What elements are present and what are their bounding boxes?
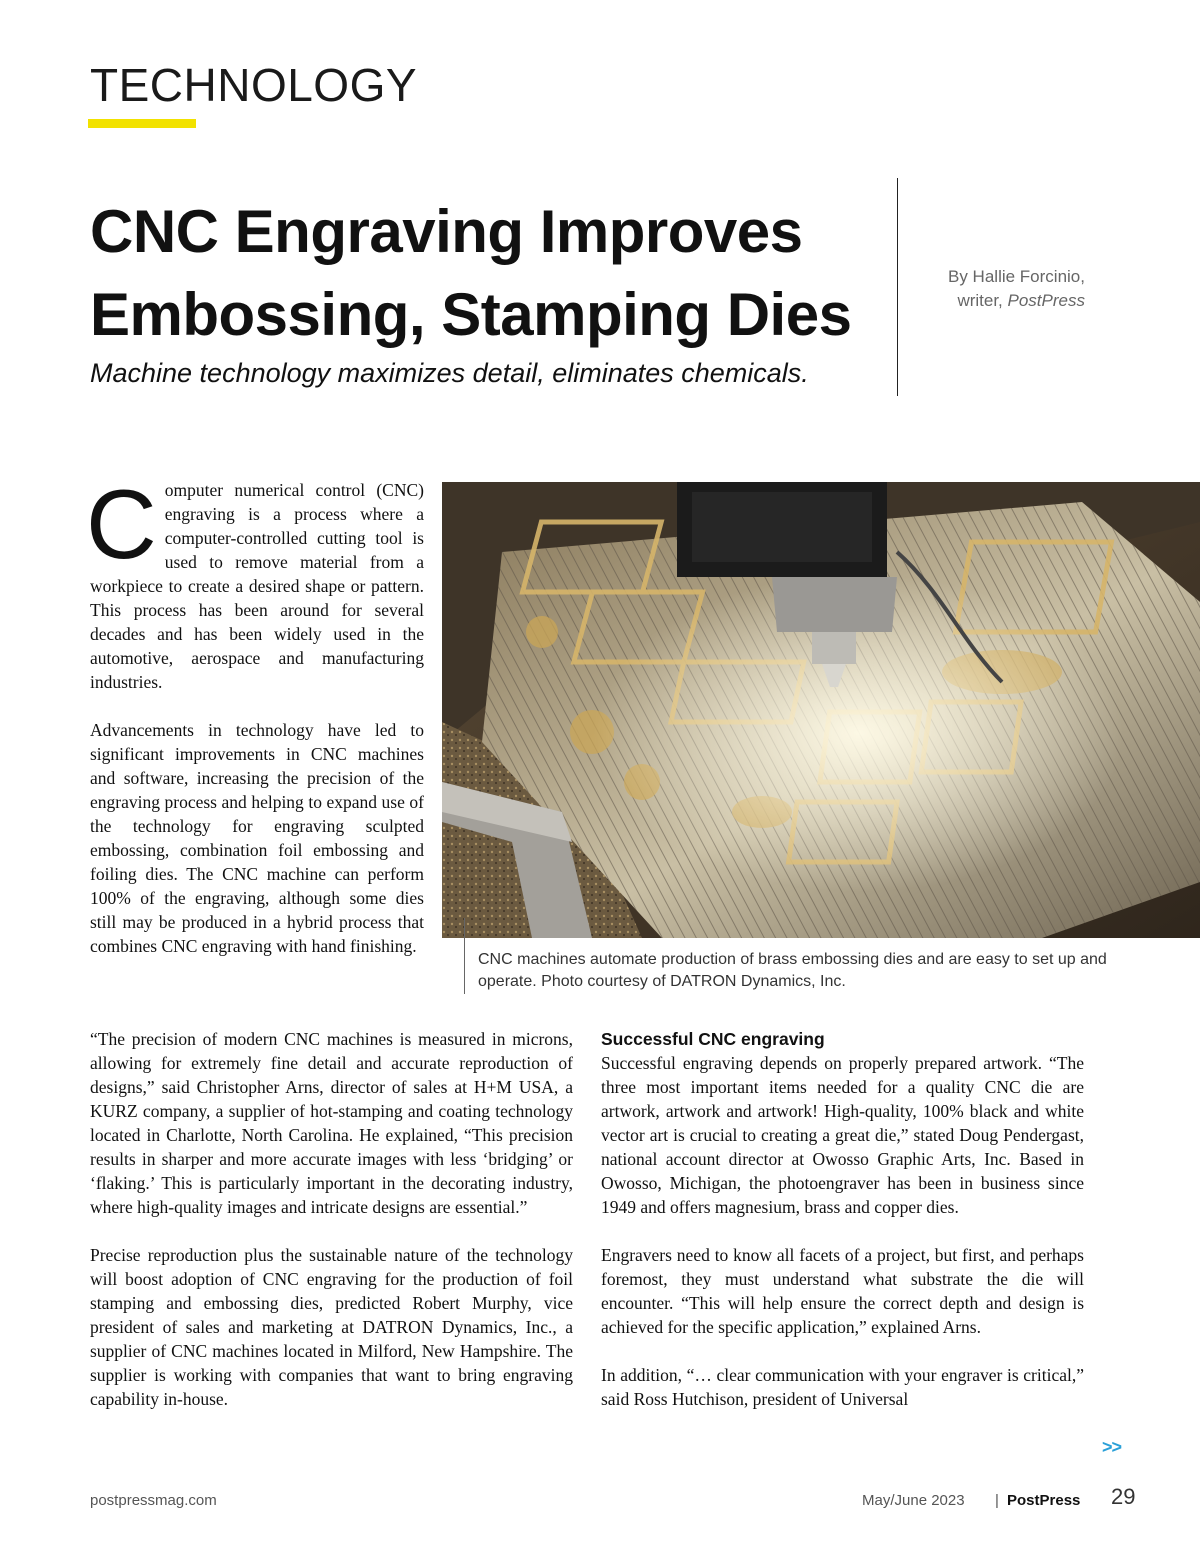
photo-caption: CNC machines automate production of brass embossing dies and are easy to set up and operate. Photo courtesy of DATRON Dynamics, Inc.: [478, 951, 1107, 990]
headline-line-1: CNC Engraving Improves: [90, 198, 803, 265]
page-number: 29: [1111, 1484, 1136, 1509]
paragraph-2: Advancements in technology have led to significant improvements in CNC machines and software, increasing the precision of the engraving process and helping to expand use of the technology for engraving sculpted embossing, combination foil embossing and foiling dies. The CNC machine can perform 100% of the engraving, although some dies still may be produced in a hybrid process that combines CNC engraving with hand finishing.: [90, 720, 424, 956]
column-right: [601, 1027, 1084, 1435]
intro-paragraph: [86, 469, 424, 694]
column-intro: [86, 469, 424, 982]
caption-rule: [464, 918, 465, 994]
paragraph-5: Successful engraving depends on properly prepared artwork. “The three most important items needed for a quality CNC die are artwork, artwork and artwork! High-quality, 100% black and white vector art is crucial to creating a great die,” stated Doug Pendergast, national account director at Owosso Graphic Arts, Inc. Based in Owosso, Michigan, the photoengraver has been in business since 1949 and offers magnesium, brass and copper dies.: [601, 1053, 1084, 1217]
byline-author: By Hallie Forcinio,: [948, 267, 1085, 286]
paragraph-3: “The precision of modern CNC machines is measured in microns, allowing for extremely fine detail and accurate reproduction of designs,” said Christopher Arns, director of sales at H+M USA, a KURZ company, a supplier of hot-stamping and coating technology located in Charlotte, North Carolina. He explained, “This precision results in sharper and more accurate images with less ‘bridging’ or ‘flaking.’ This is particularly important in the decorating industry, where high-quality images and intricate designs are essential.”: [90, 1029, 573, 1217]
byline-publication: PostPress: [1007, 291, 1085, 310]
byline-divider: [897, 178, 898, 396]
section-underline: [88, 119, 196, 128]
footer-issue: May/June 2023: [862, 1492, 965, 1509]
section-label: TECHNOLOGY: [90, 59, 418, 111]
headline-line-2: Embossing, Stamping Dies: [90, 281, 852, 348]
paragraph-4: Precise reproduction plus the sustainable nature of the technology will boost adoption of CNC engraving for the production of foil stamping and embossing dies, predicted Robert Murphy, vice president of sales and marketing at DATRON Dynamics, Inc., a supplier of CNC machines located in Milford, New Hampshire. The supplier is working with companies that want to bring engraving capability in-house.: [90, 1245, 573, 1409]
paragraph-7: In addition, “… clear communication with your engraver is critical,” said Ross Hutchison, president of Universal: [601, 1365, 1084, 1409]
footer-magazine: PostPress: [1007, 1492, 1081, 1509]
intro-text: omputer numerical control (CNC) engraving is a process where a computer-controlled cutting tool is used to remove material from a workpiece to create a desired shape or pattern. This process has been around for several decades and has been widely used in the automotive, aerospace and manufacturing industries.: [90, 480, 424, 692]
subhead: Successful CNC engraving: [601, 1029, 825, 1049]
article-photo: [442, 482, 1200, 938]
paragraph-6: Engravers need to know all facets of a project, but first, and perhaps foremost, they must understand what substrate the die will encounter. “This will help ensure the correct depth and design is achieved for the specific application,” explained Arns.: [601, 1245, 1084, 1337]
byline-role: writer,: [957, 291, 1003, 310]
footer-url: postpressmag.com: [90, 1492, 217, 1509]
drop-cap: C: [86, 469, 157, 579]
column-left: [90, 1027, 573, 1435]
continue-arrow-icon: >>: [1102, 1437, 1122, 1457]
cnc-machine-photo: [442, 482, 1200, 938]
byline: [905, 265, 1085, 313]
deck: Machine technology maximizes detail, eliminates chemicals.: [90, 358, 809, 388]
headline: [90, 190, 890, 356]
footer-separator: |: [995, 1492, 999, 1509]
